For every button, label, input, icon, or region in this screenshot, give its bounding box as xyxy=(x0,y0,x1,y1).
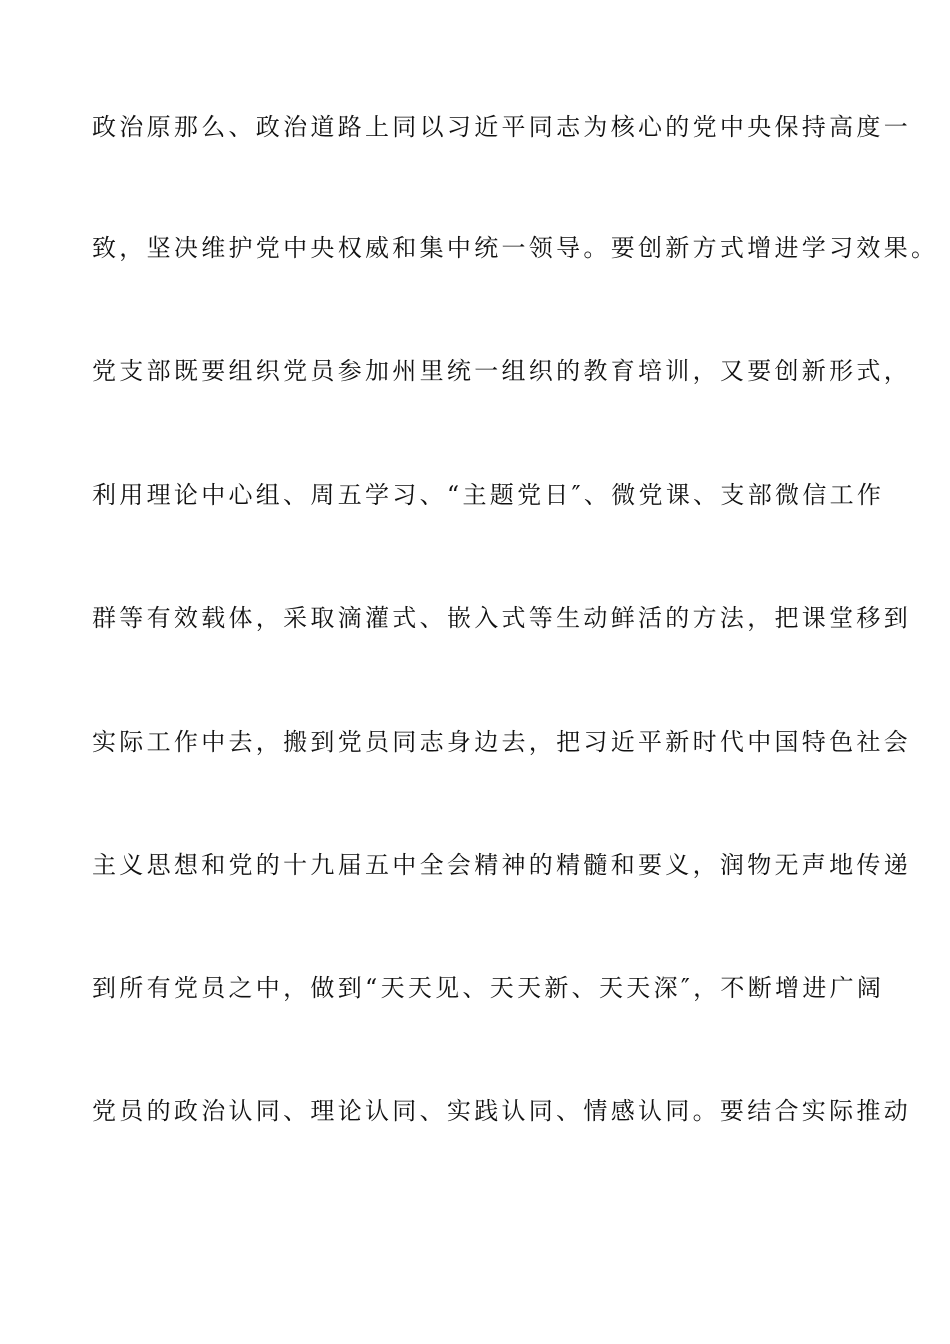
paragraph-line: 政治原那么、政治道路上同以习近平同志为核心的党中央保持高度一 xyxy=(92,113,911,141)
paragraph-line: 主义思想和党的十九届五中全会精神的精髓和要义，润物无声地传递 xyxy=(92,851,911,879)
paragraph-line: 群等有效载体，采取滴灌式、嵌入式等生动鲜活的方法，把课堂移到 xyxy=(92,604,911,632)
paragraph-line: 致，坚决维护党中央权威和集中统一领导。要创新方式增进学习效果。 xyxy=(92,234,939,262)
paragraph-line: 到所有党员之中，做到“天天见、天天新、天天深″，不断增进广阔 xyxy=(92,974,885,1002)
paragraph-line: 实际工作中去，搬到党员同志身边去，把习近平新时代中国特色社会 xyxy=(92,728,911,756)
paragraph-line: 党支部既要组织党员参加州里统一组织的教育培训，又要创新形式， xyxy=(92,357,911,385)
paragraph-line: 利用理论中心组、周五学习、“主题党日″、微党课、支部微信工作 xyxy=(92,481,885,509)
paragraph-line: 党员的政治认同、理论认同、实践认同、情感认同。要结合实际推动 xyxy=(92,1097,911,1125)
